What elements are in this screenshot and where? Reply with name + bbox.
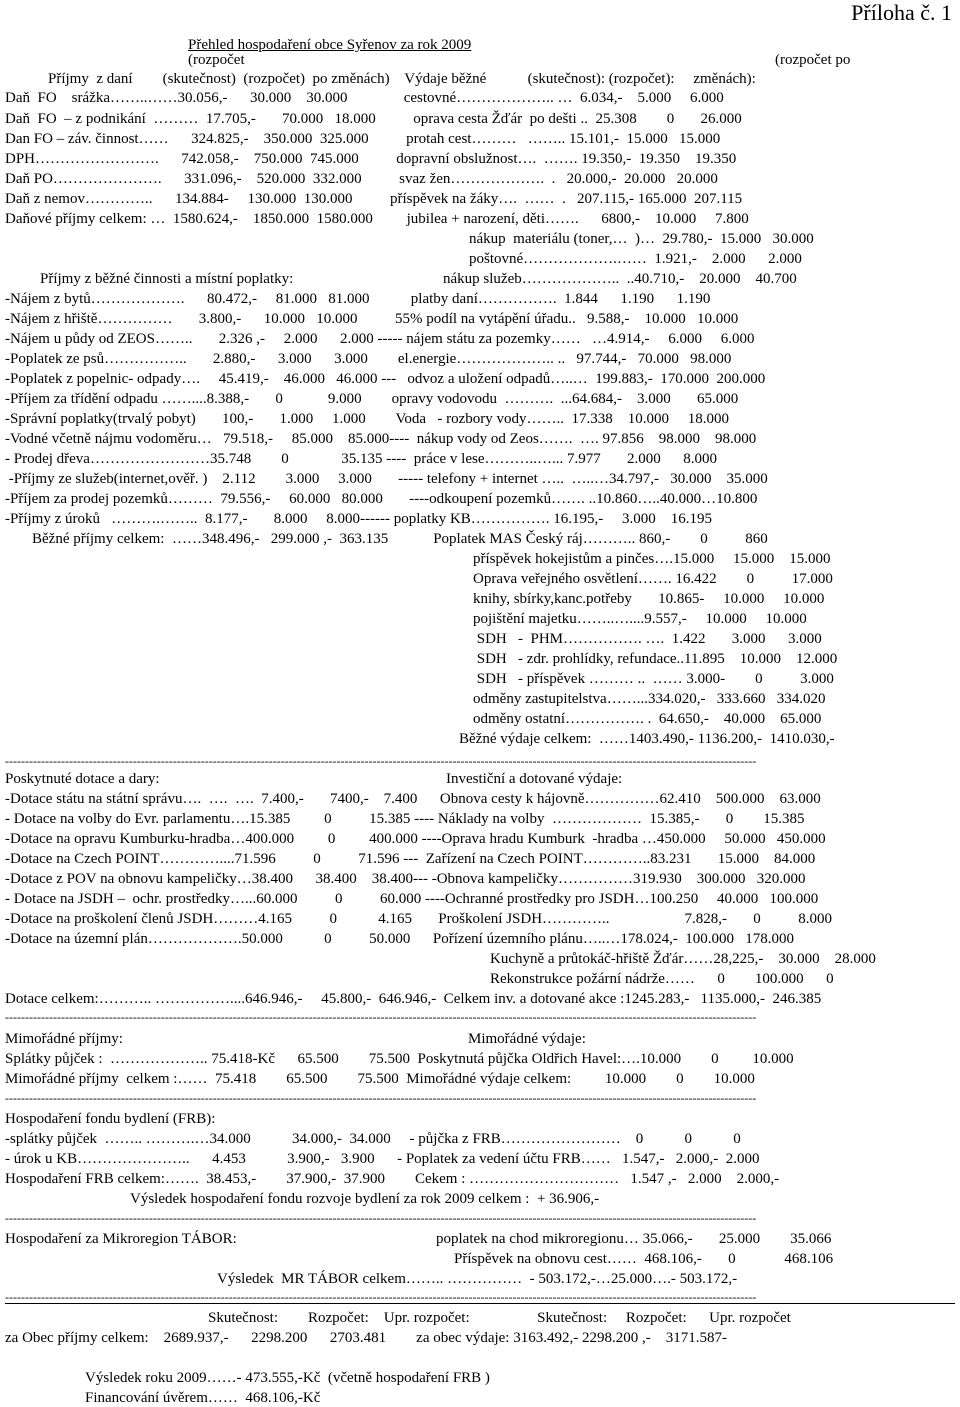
text-line: Daň FO srážka……..……30.056,- 30.000 30.000 cestovné……………….. … 6.034,- 5.000 6.000	[5, 90, 724, 106]
text-line: SDH - PHM……………. …. 1.422 3.000 3.000	[473, 631, 822, 647]
text-line: příspěvek hokejistům a pinčes….15.000 15.000 15.000	[473, 551, 831, 567]
horizontal-rule	[5, 1303, 955, 1304]
text-line: -Dotace na územní plán……………….50.000 0 50.000 Pořízení územního plánu…..…178.024,- 100.000 178.000	[5, 931, 795, 947]
text-line: -Dotace na proškolení členů JSDH………4.165 0 4.165 Proškolení JSDH………….. 7.828,- 0 8.000	[5, 911, 833, 927]
text-line: - Prodej dřeva……………………35.748 0 35.135 ---- práce v lese………..…... 7.977 2.000 8.000	[5, 451, 717, 467]
text-line: - Dotace na volby do Evr. parlamentu….15.385 0 15.385 ---- Náklady na volby ……………… 15.385,- 0 15.385	[5, 811, 805, 827]
text-line: Poskytnuté dotace a dary:	[5, 771, 160, 787]
text-line: Daň FO – z podnikání ……… 17.705,- 70.000 18.000 oprava cesta Žďár po dešti .. 25.308 0 26.000	[5, 111, 742, 127]
text-line: -splátky půjček …….. ……….…34.000 34.000,- 34.000 - půjčka z FRB…………………… 0 0 0	[5, 1131, 741, 1147]
text-line: poplatek na chod mikroregionu… 35.066,- 25.000 35.066	[436, 1231, 832, 1247]
text-line: Kuchyně a průtokáč-hřiště Žďár……28,225,- 30.000 28.000	[490, 951, 876, 967]
dashed-separator: --------------------------------------------------------------------------------------------------------------------------------------------------------------------------------------------	[5, 1010, 757, 1024]
text-line: poštovné……………….…… 1.921,- 2.000 2.000	[469, 251, 802, 267]
text-line: knihy, sbírky,kanc.potřeby 10.865- 10.000 10.000	[473, 591, 825, 607]
text-line: DPH……………………. 742.058,- 750.000 745.000 dopravní obslužnost…. ……. 19.350,- 19.350 19.350	[5, 151, 737, 167]
document-title: Přehled hospodaření obce Syřenov za rok 2009	[188, 37, 472, 53]
text-line: -Příjmy z úroků ……….…….. 8.177,- 8.000 8.000------ poplatky KB……………. 16.195,- 3.000 16.195	[5, 511, 713, 527]
text-line: odměny zastupitelstva……...334.020,- 333.660 334.020	[473, 691, 826, 707]
dashed-separator: --------------------------------------------------------------------------------------------------------------------------------------------------------------------------------------------	[5, 1290, 757, 1304]
text-line: Mimořádné příjmy:	[5, 1031, 123, 1047]
text-line: SDH - zdr. prohlídky, refundace..11.895 10.000 12.000	[473, 651, 838, 667]
text-line: Hospodaření fondu bydlení (FRB):	[5, 1111, 216, 1127]
text-line: Splátky půjček : ……………….. 75.418-Kč 65.500 75.500 Poskytnutá půjčka Oldřich Havel:….10.000 0 10.000	[5, 1051, 794, 1067]
text-line: nákup služeb……………….. ..40.710,- 20.000 40.700	[443, 271, 797, 287]
text-line: -Dotace na Czech POINT…………....71.596 0 71.596 --- Zařízení na Czech POINT…………..83.231 15.000 84.000	[5, 851, 816, 867]
text-line: -Poplatek ze psů…………….. 2.880,- 3.000 3.000 el.energie……………….. .. 97.744,- 70.000 98.000	[5, 351, 732, 367]
text-line: Běžné výdaje celkem: ……1403.490,- 1136.200,- 1410.030,-	[459, 731, 835, 747]
text-line: SDH - příspěvek ……… .. …… 3.000- 0 3.000	[473, 671, 834, 687]
text-line: -Nájem z hřiště…………… 3.800,- 10.000 10.000 55% podíl na vytápění úřadu.. 9.588,- 10.000 10.000	[5, 311, 739, 327]
text-line: Hospodaření za Mikroregion TÁBOR:	[5, 1231, 237, 1247]
text-line: (rozpočet po	[775, 52, 851, 68]
text-line: Hospodaření FRB celkem:……. 38.453,- 37.900,- 37.900 Cekem : ………………………… 1.547 ,- 2.000 2.000,-	[5, 1171, 780, 1187]
text-line: Běžné příjmy celkem: ……348.496,- 299.000 ,- 363.135 Poplatek MAS Český ráj……….. 860,- 0 860	[32, 531, 768, 547]
text-line: -Příjem za prodej pozemků……… 79.556,- 60.000 80.000 ----odkoupení pozemků……. ..10.860…..40.000…10.800	[5, 491, 758, 507]
text-line: -Nájem u půdy od ZEOS…….. 2.326 ,- 2.000 2.000 ----- nájem státu za pozemky…… …4.914,- 6.000 6.000	[5, 331, 755, 347]
text-line: Výsledek MR TÁBOR celkem…….. …………… - 503.172,-…25.000….- 503.172,-	[217, 1271, 738, 1287]
text-line: nákup materiálu (toner,… )… 29.780,- 15.000 30.000	[469, 231, 814, 247]
text-line: Oprava veřejného osvětlení……. 16.422 0 17.000	[473, 571, 833, 587]
text-line: -Poplatek z popelnic- odpady…. 45.419,- 46.000 46.000 --- odvoz a uložení odpadů…..… 199.883,- 170.000 200.000	[5, 371, 766, 387]
dashed-separator: --------------------------------------------------------------------------------------------------------------------------------------------------------------------------------------------	[5, 1091, 757, 1105]
text-line: Příspěvek na obnovu cest…… 468.106,- 0 468.106	[454, 1251, 834, 1267]
text-line: -Vodné včetně nájmu vodoměru… 79.518,- 85.000 85.000---- nákup vody od Zeos……. …. 97.856 98.000 98.000	[5, 431, 757, 447]
dashed-separator: --------------------------------------------------------------------------------------------------------------------------------------------------------------------------------------------	[5, 754, 757, 768]
text-line: Skutečnost: Rozpočet: Upr. rozpočet: Skutečnost: Rozpočet: Upr. rozpočet	[208, 1310, 791, 1326]
text-line: -Dotace z POV na obnovu kampeličky…38.400 38.400 38.400--- -Obnova kampeličky……………319.930 300.000 320.000	[5, 871, 806, 887]
text-line: -Správní poplatky(trvalý pobyt) 100,- 1.000 1.000 Voda - rozbory vody…….. 17.338 10.000 18.000	[5, 411, 729, 427]
text-line: Daň PO…………………. 331.096,- 520.000 332.000 svaz žen………………. . 20.000,- 20.000 20.000	[5, 171, 718, 187]
text-line: -Dotace na opravu Kumburku-hradba…400.000 0 400.000 ----Oprava hradu Kumburk -hradba …450.000 50.000 450.000	[5, 831, 826, 847]
text-line: odměny ostatní……………. . 64.650,- 40.000 65.000	[473, 711, 822, 727]
text-line: -Nájem z bytů………………. 80.472,- 81.000 81.000 platby daní……………. 1.844 1.190 1.190	[5, 291, 711, 307]
text-line: - Dotace na JSDH – ochr. prostředky…...60.000 0 60.000 ----Ochranné prostředky pro JSDH…100.250 40.000 100.000	[5, 891, 819, 907]
text-line: (rozpočet	[188, 52, 245, 68]
text-line: Mimořádné příjmy celkem :…… 75.418 65.500 75.500 Mimořádné výdaje celkem: 10.000 0 10.000	[5, 1071, 755, 1087]
text-line: Rekonstrukce požární nádrže…… 0 100.000 0	[490, 971, 834, 987]
dashed-separator: --------------------------------------------------------------------------------------------------------------------------------------------------------------------------------------------	[5, 1211, 757, 1225]
appendix-label: Příloha č. 1	[851, 0, 952, 25]
text-line: -Příjem za třídění odpadu ……....8.388,- 0 9.000 opravy vodovodu ………. ...64.684,- 3.000 65.000	[5, 391, 739, 407]
text-line: za Obec příjmy celkem: 2689.937,- 2298.200 2703.481 za obec výdaje: 3163.492,- 2298.200 ,- 3171.587-	[5, 1330, 727, 1346]
text-line: Dotace celkem:……….. ……………....646.946,- 45.800,- 646.946,- Celkem inv. a dotované akce :1245.283,- 1135.000,- 246.385	[5, 991, 822, 1007]
text-line: Daňové příjmy celkem: … 1580.624,- 1850.000 1580.000 jubilea + narození, děti……. 6800,- 10.000 7.800	[5, 211, 749, 227]
text-line: pojištění majetku……..…....9.557,- 10.000 10.000	[473, 611, 807, 627]
text-line: Mimořádné výdaje:	[468, 1031, 586, 1047]
text-line: Dan FO – záv. činnost…… 324.825,- 350.000 325.000 protah cest……… …….. 15.101,- 15.000 15.000	[5, 131, 721, 147]
text-line: -Dotace státu na státní správu…. …. …. 7.400,- 7400,- 7.400 Obnova cesty k hájovně……………62.410 500.000 63.000	[5, 791, 821, 807]
text-line: Daň z nemov………….. 134.884- 130.000 130.000 příspěvek na žáky…. …… . 207.115,- 165.000 207.115	[5, 191, 743, 207]
text-line: Příjmy z běžné činnosti a místní poplatky:	[40, 271, 294, 287]
text-line: - úrok u KB………………….. 4.453 3.900,- 3.900 - Poplatek za vedení účtu FRB…… 1.547,- 2.000,- 2.000	[5, 1151, 760, 1167]
text-line: Financování úvěrem…… 468.106,-Kč	[85, 1390, 321, 1406]
text-line: Výsledek roku 2009……- 473.555,-Kč (včetně hospodaření FRB )	[85, 1370, 490, 1386]
text-line: Investiční a dotované výdaje:	[446, 771, 623, 787]
text-line: Příjmy z daní (skutečnost) (rozpočet) po změnách) Výdaje běžné (skutečnost): (rozpočet): změnách):	[48, 71, 756, 87]
text-line: -Příjmy ze služeb(internet,ověř. ) 2.112 3.000 3.000 ----- telefony + internet ….. …..…34.797,- 30.000 35.000	[5, 471, 768, 487]
text-line: Výsledek hospodaření fondu rozvoje bydlení za rok 2009 celkem : + 36.906,-	[130, 1191, 600, 1207]
